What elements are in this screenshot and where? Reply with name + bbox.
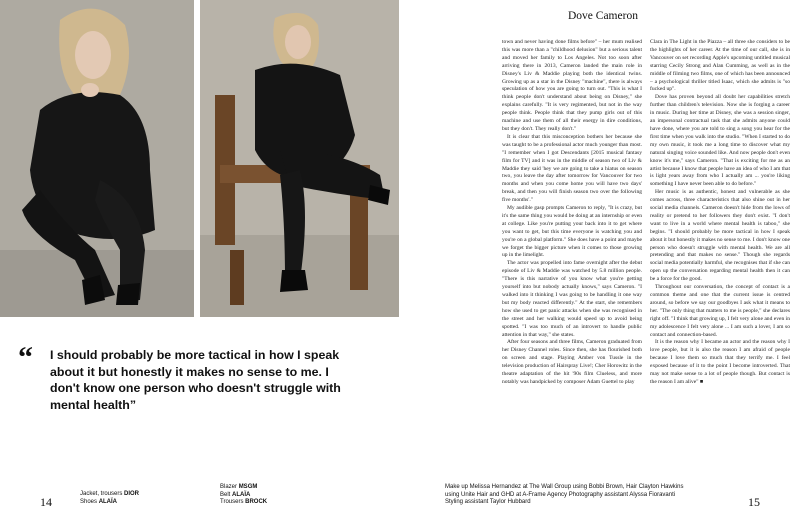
credit-line: Styling assistant Taylor Hubbard: [445, 499, 531, 506]
credit-line: using Unite Hair and GHD at A-Frame Agency Photography assistant Alyssa Fioravanti: [445, 491, 676, 498]
credit-line: Trousers BROCK: [220, 499, 268, 506]
credits-look-two: [220, 484, 267, 507]
paragraph: My audible gasp prompts Cameron to reply, "It is crazy, but it's the same thing you would be doing at an internship or even at college. Like you're putting your back into it to get where you want to get, but this time everyone is watching you and you're on a global platform." She does have a point and maybe we forget the bigger picture when it comes to those growing up in the limelight.: [502, 205, 642, 259]
pull-quote-mark: “: [18, 341, 33, 374]
credit-line: Belt ALAÏA: [220, 491, 251, 498]
paragraph: It is clear that this misconception bothers her because she was taught to be a professional actor much younger than most. "I remember when I got Descendants [2015 musical fantasy film for TV] and it was in the middle of season two of Liv & Maddie they said 'hey we are going to take a hiatus on season two, you leave the day after tomorrow for Vancouver for two months and when you come home you will have two days' break, and then you will finish season two over the following five months'.": [502, 133, 642, 204]
paragraph: The actor was propelled into fame overnight after the debut episode of Liv & Maddie was watched by 5.8 million people. "There is this narrative of you know what you're getting yourself into but nobody actually knows," says Cameron. "I walked into it thinking I was going to be handling it one way but my body reacted differently." At the start, she remembers how she used to get panic attacks when she was recognised in the street and her walking would speed up to avoid being spotted. "I was too much of an introvert to handle public attention in that way," she states.: [502, 260, 642, 338]
paragraph: Clara in The Light in the Piazza – all three she considers to be the highlights of her career. At the time of our call, she is in Vancouver on set recording Apple's upcoming untitled musical starring Cecily Strong and Alan Cumming, as well as in the middle of filming two films, one of which has been announced – a psychological thriller titled Isaac, which she admits is "so fucked up".: [650, 39, 790, 93]
paragraph: It is the reason why I became an actor and the reason why I love people, but it is also the reason I am afraid of people because I love them so much that they terrify me. I feel exposed because of it to the point I become introverted. That may not make sense to a lot of people though. But contact is the reason I am alive" ■: [650, 339, 790, 385]
photo-crouching-model: [0, 0, 194, 317]
credit-line: Shoes ALAÏA: [80, 498, 118, 505]
paragraph: After four seasons and three films, Cameron graduated from her Disney Channel roles. Since then, she has flourished both on screen and stage. Playing Amber von Tussle in the television production of Hairspray Live!; Cher Horowitz in the theatre adaptation of the hit '90s film Clueless, and more notably was handpicked by composer Adam Guettel to play: [502, 339, 642, 385]
page-number-left: 14: [40, 495, 52, 509]
credits-beauty-team: [445, 484, 745, 507]
pull-quote: I should probably be more tactical in how I speak about it but honestly it makes no sense to me. I don't know one person who doesn't struggle with mental health”: [50, 348, 341, 412]
paragraph: Throughout our conversation, the concept of contact is a common theme and one that the current issue is centred around, so before we say our goodbyes I ask what it means to her. "The only thing that matters to me is people," she declares right off. "I think that growing up, I felt very alone and even in my adolescence I felt very alone ... I am such a lover, I am so contact and connection-based.: [650, 284, 790, 338]
article-column-2: [650, 39, 790, 486]
article-title: Dove Cameron: [568, 10, 638, 22]
page-number-right: 15: [748, 495, 760, 509]
credit-line: Blazer MSGM: [220, 484, 258, 490]
paragraph: town and never having done films before" – her mum realised this was more than a "childhood delusion" but a serious talent and moved her family to Los Angeles. Not too soon after arriving there in 2013, Cameron landed the main role in Disney's Liv & Maddie playing both the identical twins. Growing up as a star in the Disney "machine", there is always speculation of how you are going to turn out. "This is what I think people don't understand about being on Disney," she explains carefully. "It is very regimented, but not in the way people think. People think that they pump girls out of this machine and use them of all their energy in dire conditions, but they don't. They really don't.": [502, 39, 642, 132]
credits-look-one: [80, 491, 139, 506]
paragraph: Dove has proven beyond all doubt her capabilities stretch further than children's television. Now she is forging a career in music. During her time at Disney, she was a session singer, an impersonal contractual task that she admits anyone could have done, where you are told to sing a song you hear for the first time when you walk into the studio. "When I started to do my own music, it took me a long time to discover what my natural singing voice sounded like. And now people don't even know it's me," says Cameron. "That is exciting for me as an artist because I know that people have an idea of who I am that is light years away from who I actually am ... you're liking something I have never been able to do before.": [650, 94, 790, 188]
photo-seated-model: [200, 0, 399, 317]
credit-line: Jacket, trousers DIOR: [80, 491, 140, 497]
credit-line: Make up Melissa Hernandez at The Wall Group using Bobbi Brown, Hair Clayton Hawkins: [445, 484, 684, 490]
paragraph: Her music is as authentic, honest and vulnerable as she comes across, three characteristics that also shine out in her social media channels. Cameron doesn't hide from the lows of reality or pretend to her followers they don't exist. "I don't want to live in a world where mental health is taboo," she begins. "I should probably be more tactical in how I speak about it but honestly it makes no sense to me. I don't know one person who doesn't struggle with mental health. We are all pretending and that makes no sense." Though she regards social media potentially harmful, she recognises that if she can open up the conversation regarding mental health then it can be a force for the good.: [650, 189, 790, 283]
article-column-1: [502, 39, 642, 486]
